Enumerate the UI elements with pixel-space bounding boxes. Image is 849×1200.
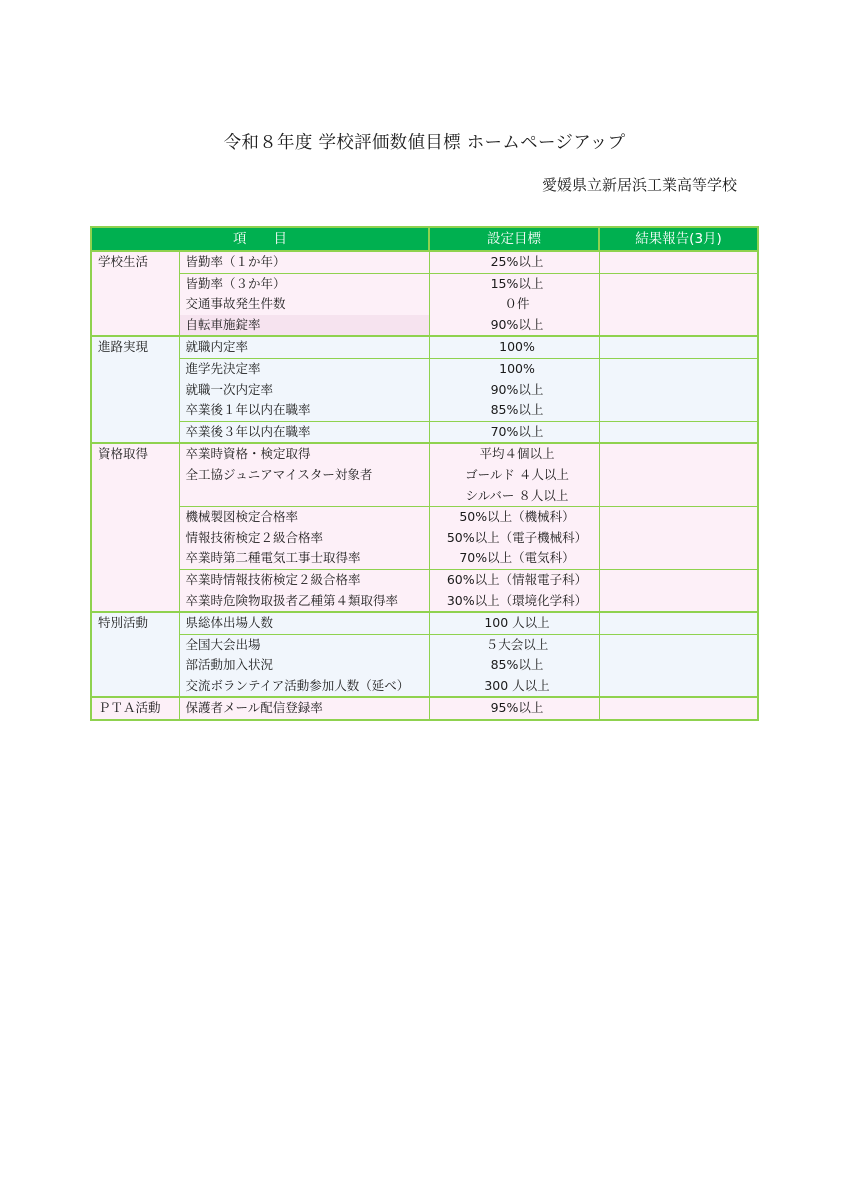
table-row <box>91 612 758 634</box>
item-cell: 就職一次内定率 <box>179 380 429 401</box>
table-row <box>91 336 758 358</box>
header-target: 設定目標 <box>429 227 599 251</box>
target-cell: 70%以上（電気科） <box>429 548 599 569</box>
item-cell: 全工協ジュニアマイスター対象者 <box>179 465 429 486</box>
item-cell <box>179 486 429 507</box>
item-cell: 部活動加入状況 <box>179 655 429 676</box>
result-cell <box>599 634 758 697</box>
category-cell: 学校生活 <box>91 251 179 336</box>
item-cell: 卒業後１年以内在職率 <box>179 400 429 421</box>
target-cell: ０件 <box>429 294 599 315</box>
table-row <box>91 273 758 294</box>
school-name: 愛媛県立新居浜工業高等学校 <box>541 176 737 194</box>
target-cell: 300 人以上 <box>429 676 599 698</box>
item-cell: 保護者メール配信登録率 <box>179 697 429 720</box>
target-cell: ゴールド ４人以上 <box>429 465 599 486</box>
target-cell: 15%以上 <box>429 273 599 294</box>
item-cell: 県総体出場人数 <box>179 612 429 634</box>
result-cell <box>599 251 758 273</box>
result-cell <box>599 443 758 506</box>
target-cell: 25%以上 <box>429 251 599 273</box>
target-cell: 90%以上 <box>429 315 599 337</box>
item-cell: 卒業時情報技術検定２級合格率 <box>179 569 429 590</box>
item-cell: 全国大会出場 <box>179 634 429 655</box>
table-row <box>91 697 758 720</box>
target-cell: 85%以上 <box>429 655 599 676</box>
result-cell <box>599 697 758 720</box>
table-row <box>91 251 758 273</box>
target-cell: 50%以上（機械科） <box>429 507 599 528</box>
category-cell: ＰＴＡ活動 <box>91 697 179 720</box>
table-row <box>91 634 758 655</box>
item-cell: 卒業時危険物取扱者乙種第４類取得率 <box>179 591 429 613</box>
target-cell: 95%以上 <box>429 697 599 720</box>
category-cell: 進路実現 <box>91 336 179 443</box>
target-cell: 90%以上 <box>429 380 599 401</box>
table-row <box>91 507 758 528</box>
header-result: 結果報告(3月) <box>599 227 758 251</box>
result-cell <box>599 336 758 358</box>
target-cell: 平均４個以上 <box>429 443 599 465</box>
target-cell: 85%以上 <box>429 400 599 421</box>
target-cell: 70%以上 <box>429 421 599 443</box>
evaluation-table <box>90 226 759 721</box>
table-header-row <box>91 227 758 251</box>
item-cell: 皆勤率（１か年） <box>179 251 429 273</box>
target-cell: ５大会以上 <box>429 634 599 655</box>
item-cell: 卒業時資格・検定取得 <box>179 443 429 465</box>
item-cell: 交通事故発生件数 <box>179 294 429 315</box>
result-cell <box>599 507 758 570</box>
table-row <box>91 358 758 379</box>
category-cell: 資格取得 <box>91 443 179 612</box>
result-cell <box>599 421 758 443</box>
table-row <box>91 569 758 590</box>
target-cell: 100% <box>429 336 599 358</box>
target-cell: 100 人以上 <box>429 612 599 634</box>
item-cell: 卒業時第二種電気工事士取得率 <box>179 548 429 569</box>
target-cell: 50%以上（電子機械科） <box>429 528 599 549</box>
item-cell: 情報技術検定２級合格率 <box>179 528 429 549</box>
target-cell: 100% <box>429 358 599 379</box>
item-cell: 就職内定率 <box>179 336 429 358</box>
item-cell: 機械製図検定合格率 <box>179 507 429 528</box>
item-cell: 進学先決定率 <box>179 358 429 379</box>
header-item: 項 目 <box>91 227 429 251</box>
target-cell: シルバー ８人以上 <box>429 486 599 507</box>
result-cell <box>599 273 758 336</box>
table-row <box>91 421 758 443</box>
item-cell: 交流ボランテイア活動参加人数（延べ） <box>179 676 429 698</box>
item-cell: 皆勤率（３か年） <box>179 273 429 294</box>
target-cell: 30%以上（環境化学科） <box>429 591 599 613</box>
page-title: 令和８年度 学校評価数値目標 ホームページアップ <box>223 133 626 153</box>
table-row <box>91 443 758 465</box>
result-cell <box>599 612 758 634</box>
item-cell: 自転車施錠率 <box>179 315 429 337</box>
category-cell: 特別活動 <box>91 612 179 697</box>
target-cell: 60%以上（情報電子科） <box>429 569 599 590</box>
result-cell <box>599 358 758 421</box>
result-cell <box>599 569 758 612</box>
item-cell: 卒業後３年以内在職率 <box>179 421 429 443</box>
